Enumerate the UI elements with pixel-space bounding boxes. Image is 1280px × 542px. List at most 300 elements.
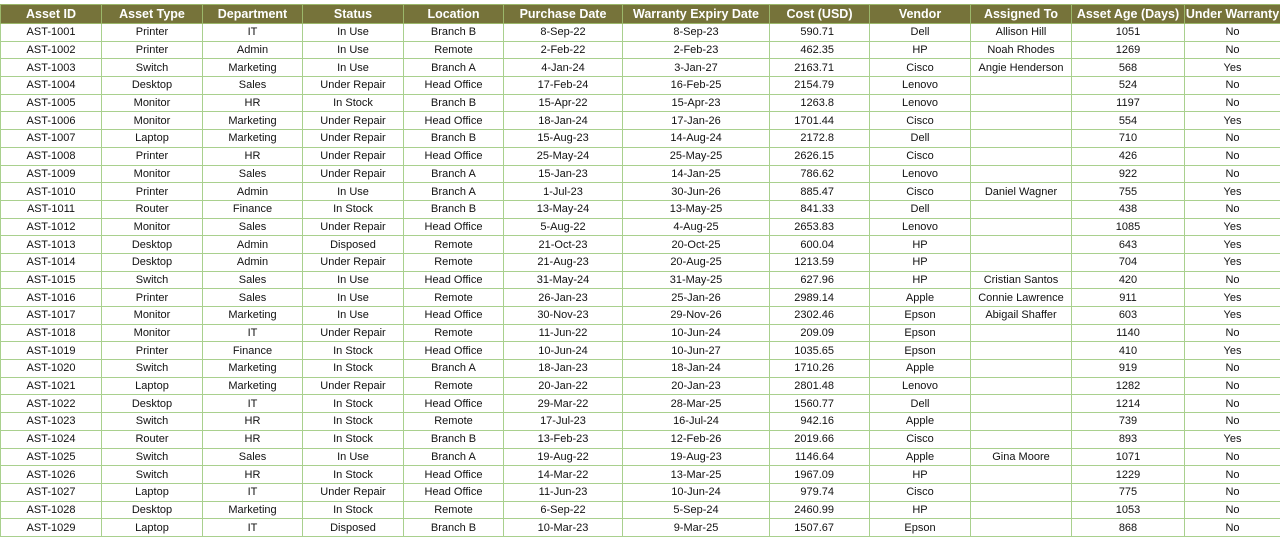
table-cell[interactable]: Branch B xyxy=(404,130,504,148)
table-cell[interactable]: No xyxy=(1185,395,1280,413)
column-header[interactable]: Vendor xyxy=(870,5,971,24)
table-cell[interactable]: No xyxy=(1185,501,1280,519)
table-cell[interactable]: Yes xyxy=(1185,218,1280,236)
table-cell[interactable]: Desktop xyxy=(102,395,203,413)
table-cell[interactable]: 1051 xyxy=(1072,24,1185,42)
table-cell[interactable]: Desktop xyxy=(102,236,203,254)
table-cell[interactable]: 600.04 xyxy=(770,236,870,254)
table-cell[interactable]: 16-Feb-25 xyxy=(623,77,770,95)
table-cell[interactable] xyxy=(971,377,1072,395)
table-cell[interactable]: AST-1008 xyxy=(1,147,102,165)
table-cell[interactable]: 3-Jan-27 xyxy=(623,59,770,77)
table-cell[interactable]: Under Repair xyxy=(303,165,404,183)
table-cell[interactable]: 1035.65 xyxy=(770,342,870,360)
table-cell[interactable]: HP xyxy=(870,271,971,289)
table-cell[interactable]: In Stock xyxy=(303,342,404,360)
table-cell[interactable]: In Use xyxy=(303,59,404,77)
table-cell[interactable]: Finance xyxy=(203,200,303,218)
table-cell[interactable]: AST-1015 xyxy=(1,271,102,289)
table-cell[interactable]: 775 xyxy=(1072,483,1185,501)
table-cell[interactable]: 25-May-24 xyxy=(504,147,623,165)
table-cell[interactable]: AST-1027 xyxy=(1,483,102,501)
table-cell[interactable]: 885.47 xyxy=(770,183,870,201)
table-cell[interactable]: No xyxy=(1185,94,1280,112)
table-cell[interactable]: Router xyxy=(102,430,203,448)
table-cell[interactable]: 10-Mar-23 xyxy=(504,519,623,537)
table-cell[interactable]: 13-May-24 xyxy=(504,200,623,218)
table-cell[interactable]: Under Repair xyxy=(303,377,404,395)
table-cell[interactable]: 4-Jan-24 xyxy=(504,59,623,77)
table-cell[interactable]: 31-May-25 xyxy=(623,271,770,289)
table-cell[interactable]: Finance xyxy=(203,342,303,360)
table-cell[interactable]: Branch B xyxy=(404,94,504,112)
table-cell[interactable]: 18-Jan-24 xyxy=(504,112,623,130)
table-cell[interactable]: Lenovo xyxy=(870,94,971,112)
table-cell[interactable]: Head Office xyxy=(404,395,504,413)
table-cell[interactable]: Laptop xyxy=(102,377,203,395)
table-cell[interactable]: 5-Sep-24 xyxy=(623,501,770,519)
table-cell[interactable]: Under Repair xyxy=(303,253,404,271)
table-cell[interactable]: Head Office xyxy=(404,271,504,289)
table-cell[interactable]: No xyxy=(1185,77,1280,95)
table-cell[interactable]: 2163.71 xyxy=(770,59,870,77)
table-cell[interactable]: Allison Hill xyxy=(971,24,1072,42)
table-cell[interactable]: 19-Aug-23 xyxy=(623,448,770,466)
table-cell[interactable]: 13-Mar-25 xyxy=(623,466,770,484)
table-cell[interactable]: 31-May-24 xyxy=(504,271,623,289)
table-cell[interactable]: IT xyxy=(203,483,303,501)
table-cell[interactable]: 1560.77 xyxy=(770,395,870,413)
table-cell[interactable]: AST-1014 xyxy=(1,253,102,271)
table-cell[interactable]: HR xyxy=(203,147,303,165)
table-cell[interactable]: 911 xyxy=(1072,289,1185,307)
table-cell[interactable]: 20-Jan-23 xyxy=(623,377,770,395)
column-header[interactable]: Status xyxy=(303,5,404,24)
table-cell[interactable]: HP xyxy=(870,41,971,59)
table-cell[interactable]: 1282 xyxy=(1072,377,1185,395)
table-cell[interactable]: No xyxy=(1185,147,1280,165)
table-cell[interactable]: In Stock xyxy=(303,200,404,218)
table-cell[interactable]: 2989.14 xyxy=(770,289,870,307)
table-cell[interactable]: 10-Jun-24 xyxy=(623,324,770,342)
table-cell[interactable]: 603 xyxy=(1072,307,1185,325)
table-cell[interactable]: Cisco xyxy=(870,112,971,130)
table-cell[interactable]: Monitor xyxy=(102,324,203,342)
table-cell[interactable]: Epson xyxy=(870,307,971,325)
table-cell[interactable]: Switch xyxy=(102,413,203,431)
table-cell[interactable]: No xyxy=(1185,271,1280,289)
table-cell[interactable]: In Stock xyxy=(303,466,404,484)
table-cell[interactable]: Daniel Wagner xyxy=(971,183,1072,201)
table-cell[interactable]: Admin xyxy=(203,41,303,59)
table-cell[interactable] xyxy=(971,466,1072,484)
table-cell[interactable]: 17-Feb-24 xyxy=(504,77,623,95)
table-cell[interactable]: In Stock xyxy=(303,501,404,519)
table-cell[interactable]: 755 xyxy=(1072,183,1185,201)
table-cell[interactable]: No xyxy=(1185,377,1280,395)
table-cell[interactable]: Remote xyxy=(404,324,504,342)
table-cell[interactable]: Apple xyxy=(870,289,971,307)
table-cell[interactable] xyxy=(971,395,1072,413)
table-cell[interactable]: 420 xyxy=(1072,271,1185,289)
table-cell[interactable]: 25-Jan-26 xyxy=(623,289,770,307)
table-cell[interactable]: 438 xyxy=(1072,200,1185,218)
table-cell[interactable]: Under Repair xyxy=(303,130,404,148)
table-cell[interactable]: Head Office xyxy=(404,342,504,360)
table-cell[interactable]: In Use xyxy=(303,183,404,201)
table-cell[interactable]: AST-1019 xyxy=(1,342,102,360)
table-cell[interactable]: Desktop xyxy=(102,77,203,95)
table-cell[interactable]: Branch A xyxy=(404,448,504,466)
table-cell[interactable] xyxy=(971,130,1072,148)
table-cell[interactable]: In Stock xyxy=(303,413,404,431)
table-cell[interactable]: Laptop xyxy=(102,519,203,537)
table-cell[interactable]: In Use xyxy=(303,289,404,307)
table-cell[interactable]: Under Repair xyxy=(303,147,404,165)
table-cell[interactable]: Switch xyxy=(102,466,203,484)
table-cell[interactable]: AST-1012 xyxy=(1,218,102,236)
table-cell[interactable]: 8-Sep-23 xyxy=(623,24,770,42)
table-cell[interactable]: Branch B xyxy=(404,200,504,218)
table-cell[interactable]: Yes xyxy=(1185,289,1280,307)
column-header[interactable]: Purchase Date xyxy=(504,5,623,24)
table-cell[interactable]: 15-Aug-23 xyxy=(504,130,623,148)
table-cell[interactable]: Switch xyxy=(102,360,203,378)
table-cell[interactable]: Under Repair xyxy=(303,112,404,130)
column-header[interactable]: Warranty Expiry Date xyxy=(623,5,770,24)
table-cell[interactable]: 17-Jan-26 xyxy=(623,112,770,130)
table-cell[interactable]: Under Repair xyxy=(303,324,404,342)
table-cell[interactable]: 1701.44 xyxy=(770,112,870,130)
table-cell[interactable]: Laptop xyxy=(102,130,203,148)
table-cell[interactable]: Head Office xyxy=(404,147,504,165)
table-cell[interactable]: Branch B xyxy=(404,519,504,537)
table-cell[interactable]: In Use xyxy=(303,448,404,466)
table-cell[interactable]: 29-Mar-22 xyxy=(504,395,623,413)
table-cell[interactable]: 14-Aug-24 xyxy=(623,130,770,148)
table-cell[interactable]: 1710.26 xyxy=(770,360,870,378)
table-cell[interactable]: Remote xyxy=(404,501,504,519)
table-cell[interactable]: 20-Jan-22 xyxy=(504,377,623,395)
table-cell[interactable]: Cisco xyxy=(870,483,971,501)
table-cell[interactable] xyxy=(971,413,1072,431)
table-cell[interactable]: Under Repair xyxy=(303,77,404,95)
table-cell[interactable]: 26-Jan-23 xyxy=(504,289,623,307)
table-cell[interactable] xyxy=(971,324,1072,342)
table-cell[interactable]: 1071 xyxy=(1072,448,1185,466)
table-cell[interactable]: 2-Feb-23 xyxy=(623,41,770,59)
table-cell[interactable]: 2626.15 xyxy=(770,147,870,165)
table-cell[interactable]: 704 xyxy=(1072,253,1185,271)
table-cell[interactable]: Marketing xyxy=(203,112,303,130)
table-cell[interactable]: Cisco xyxy=(870,183,971,201)
table-cell[interactable] xyxy=(971,519,1072,537)
table-cell[interactable] xyxy=(971,501,1072,519)
table-cell[interactable]: Printer xyxy=(102,183,203,201)
table-cell[interactable] xyxy=(971,94,1072,112)
table-cell[interactable]: Connie Lawrence xyxy=(971,289,1072,307)
table-cell[interactable]: Marketing xyxy=(203,501,303,519)
table-cell[interactable]: No xyxy=(1185,413,1280,431)
table-cell[interactable]: Admin xyxy=(203,253,303,271)
table-cell[interactable]: IT xyxy=(203,519,303,537)
table-cell[interactable]: Remote xyxy=(404,41,504,59)
table-cell[interactable]: 868 xyxy=(1072,519,1185,537)
table-cell[interactable]: 4-Aug-25 xyxy=(623,218,770,236)
table-cell[interactable]: 1146.64 xyxy=(770,448,870,466)
table-cell[interactable]: 627.96 xyxy=(770,271,870,289)
table-cell[interactable]: Apple xyxy=(870,360,971,378)
table-cell[interactable]: Noah Rhodes xyxy=(971,41,1072,59)
table-cell[interactable]: Switch xyxy=(102,448,203,466)
table-cell[interactable]: Yes xyxy=(1185,236,1280,254)
table-cell[interactable] xyxy=(971,342,1072,360)
table-cell[interactable]: 15-Apr-22 xyxy=(504,94,623,112)
table-cell[interactable] xyxy=(971,430,1072,448)
table-cell[interactable] xyxy=(971,236,1072,254)
table-cell[interactable]: 1140 xyxy=(1072,324,1185,342)
table-cell[interactable]: 8-Sep-22 xyxy=(504,24,623,42)
table-cell[interactable]: Cisco xyxy=(870,430,971,448)
table-cell[interactable]: 30-Nov-23 xyxy=(504,307,623,325)
table-cell[interactable]: Head Office xyxy=(404,112,504,130)
table-cell[interactable]: In Stock xyxy=(303,360,404,378)
table-cell[interactable]: 16-Jul-24 xyxy=(623,413,770,431)
table-cell[interactable]: AST-1006 xyxy=(1,112,102,130)
table-cell[interactable]: Marketing xyxy=(203,377,303,395)
table-cell[interactable]: 21-Aug-23 xyxy=(504,253,623,271)
table-cell[interactable]: Router xyxy=(102,200,203,218)
table-cell[interactable]: Cisco xyxy=(870,59,971,77)
table-cell[interactable]: AST-1017 xyxy=(1,307,102,325)
table-cell[interactable]: Lenovo xyxy=(870,377,971,395)
table-cell[interactable]: Yes xyxy=(1185,307,1280,325)
table-cell[interactable]: No xyxy=(1185,165,1280,183)
table-cell[interactable]: 17-Jul-23 xyxy=(504,413,623,431)
table-cell[interactable]: Printer xyxy=(102,342,203,360)
table-cell[interactable]: AST-1007 xyxy=(1,130,102,148)
table-cell[interactable]: 590.71 xyxy=(770,24,870,42)
table-cell[interactable]: Yes xyxy=(1185,430,1280,448)
table-cell[interactable]: AST-1011 xyxy=(1,200,102,218)
table-cell[interactable]: IT xyxy=(203,24,303,42)
table-cell[interactable]: Marketing xyxy=(203,360,303,378)
table-cell[interactable]: AST-1024 xyxy=(1,430,102,448)
table-cell[interactable]: AST-1028 xyxy=(1,501,102,519)
table-cell[interactable]: Branch A xyxy=(404,183,504,201)
table-cell[interactable]: Remote xyxy=(404,289,504,307)
table-cell[interactable]: No xyxy=(1185,130,1280,148)
table-cell[interactable]: In Use xyxy=(303,41,404,59)
table-cell[interactable]: AST-1025 xyxy=(1,448,102,466)
table-cell[interactable]: Desktop xyxy=(102,253,203,271)
table-cell[interactable]: Head Office xyxy=(404,218,504,236)
table-cell[interactable]: 209.09 xyxy=(770,324,870,342)
table-cell[interactable]: 20-Aug-25 xyxy=(623,253,770,271)
table-cell[interactable]: AST-1003 xyxy=(1,59,102,77)
table-cell[interactable]: 10-Jun-27 xyxy=(623,342,770,360)
table-cell[interactable] xyxy=(971,165,1072,183)
table-cell[interactable]: In Use xyxy=(303,271,404,289)
table-cell[interactable]: 1053 xyxy=(1072,501,1185,519)
table-cell[interactable]: Lenovo xyxy=(870,218,971,236)
table-cell[interactable]: Remote xyxy=(404,377,504,395)
table-cell[interactable]: Lenovo xyxy=(870,165,971,183)
table-cell[interactable]: 1213.59 xyxy=(770,253,870,271)
table-cell[interactable]: 922 xyxy=(1072,165,1185,183)
table-cell[interactable]: AST-1026 xyxy=(1,466,102,484)
table-cell[interactable]: Printer xyxy=(102,147,203,165)
table-cell[interactable]: AST-1013 xyxy=(1,236,102,254)
column-header[interactable]: Asset ID xyxy=(1,5,102,24)
column-header[interactable]: Department xyxy=(203,5,303,24)
table-cell[interactable]: Dell xyxy=(870,24,971,42)
table-cell[interactable]: Gina Moore xyxy=(971,448,1072,466)
table-cell[interactable]: HP xyxy=(870,253,971,271)
table-cell[interactable]: 14-Mar-22 xyxy=(504,466,623,484)
table-cell[interactable]: Sales xyxy=(203,165,303,183)
table-cell[interactable]: Printer xyxy=(102,289,203,307)
table-cell[interactable]: Sales xyxy=(203,77,303,95)
table-cell[interactable]: Head Office xyxy=(404,466,504,484)
table-cell[interactable]: 1269 xyxy=(1072,41,1185,59)
table-cell[interactable]: Epson xyxy=(870,324,971,342)
table-cell[interactable] xyxy=(971,218,1072,236)
table-cell[interactable]: 410 xyxy=(1072,342,1185,360)
table-cell[interactable]: 462.35 xyxy=(770,41,870,59)
table-cell[interactable]: HR xyxy=(203,94,303,112)
table-cell[interactable]: 643 xyxy=(1072,236,1185,254)
table-cell[interactable]: IT xyxy=(203,395,303,413)
table-cell[interactable]: HR xyxy=(203,430,303,448)
table-cell[interactable]: Switch xyxy=(102,271,203,289)
table-cell[interactable]: Sales xyxy=(203,271,303,289)
table-cell[interactable]: Angie Henderson xyxy=(971,59,1072,77)
table-cell[interactable]: 568 xyxy=(1072,59,1185,77)
table-cell[interactable]: Lenovo xyxy=(870,77,971,95)
table-cell[interactable]: 2154.79 xyxy=(770,77,870,95)
table-cell[interactable] xyxy=(971,253,1072,271)
table-cell[interactable]: No xyxy=(1185,448,1280,466)
table-cell[interactable]: No xyxy=(1185,200,1280,218)
table-cell[interactable]: Sales xyxy=(203,448,303,466)
table-cell[interactable]: Remote xyxy=(404,413,504,431)
table-cell[interactable]: Cristian Santos xyxy=(971,271,1072,289)
table-cell[interactable]: 20-Oct-25 xyxy=(623,236,770,254)
table-cell[interactable] xyxy=(971,360,1072,378)
table-cell[interactable]: 11-Jun-23 xyxy=(504,483,623,501)
table-cell[interactable]: Monitor xyxy=(102,94,203,112)
table-cell[interactable]: 2460.99 xyxy=(770,501,870,519)
table-cell[interactable]: Admin xyxy=(203,183,303,201)
table-cell[interactable]: AST-1009 xyxy=(1,165,102,183)
table-cell[interactable]: AST-1018 xyxy=(1,324,102,342)
table-cell[interactable]: Cisco xyxy=(870,147,971,165)
table-cell[interactable]: 1085 xyxy=(1072,218,1185,236)
table-cell[interactable]: 1263.8 xyxy=(770,94,870,112)
table-cell[interactable]: Yes xyxy=(1185,112,1280,130)
table-cell[interactable]: Remote xyxy=(404,236,504,254)
table-cell[interactable]: Dell xyxy=(870,130,971,148)
table-cell[interactable]: 919 xyxy=(1072,360,1185,378)
table-cell[interactable]: 13-Feb-23 xyxy=(504,430,623,448)
table-cell[interactable]: AST-1023 xyxy=(1,413,102,431)
table-cell[interactable]: In Stock xyxy=(303,94,404,112)
table-cell[interactable]: In Stock xyxy=(303,430,404,448)
table-cell[interactable]: Branch B xyxy=(404,24,504,42)
table-cell[interactable]: 2801.48 xyxy=(770,377,870,395)
table-cell[interactable]: No xyxy=(1185,466,1280,484)
table-cell[interactable]: Marketing xyxy=(203,59,303,77)
table-cell[interactable]: 2-Feb-22 xyxy=(504,41,623,59)
table-cell[interactable]: 1197 xyxy=(1072,94,1185,112)
table-cell[interactable]: 6-Sep-22 xyxy=(504,501,623,519)
table-cell[interactable]: Under Repair xyxy=(303,483,404,501)
table-cell[interactable]: 5-Aug-22 xyxy=(504,218,623,236)
table-cell[interactable]: Head Office xyxy=(404,77,504,95)
table-cell[interactable]: 2302.46 xyxy=(770,307,870,325)
table-cell[interactable]: HP xyxy=(870,466,971,484)
table-cell[interactable]: Monitor xyxy=(102,165,203,183)
table-cell[interactable]: Branch A xyxy=(404,165,504,183)
table-cell[interactable]: Admin xyxy=(203,236,303,254)
table-cell[interactable]: Apple xyxy=(870,413,971,431)
table-cell[interactable]: Head Office xyxy=(404,483,504,501)
table-cell[interactable]: Marketing xyxy=(203,130,303,148)
table-cell[interactable]: 14-Jan-25 xyxy=(623,165,770,183)
table-cell[interactable]: 739 xyxy=(1072,413,1185,431)
table-cell[interactable]: AST-1029 xyxy=(1,519,102,537)
table-cell[interactable]: Yes xyxy=(1185,253,1280,271)
table-cell[interactable]: 18-Jan-23 xyxy=(504,360,623,378)
table-cell[interactable]: 28-Mar-25 xyxy=(623,395,770,413)
table-cell[interactable]: HP xyxy=(870,236,971,254)
table-cell[interactable]: Monitor xyxy=(102,218,203,236)
table-cell[interactable]: 786.62 xyxy=(770,165,870,183)
table-cell[interactable]: Printer xyxy=(102,24,203,42)
table-cell[interactable]: AST-1022 xyxy=(1,395,102,413)
table-cell[interactable]: Epson xyxy=(870,342,971,360)
table-cell[interactable]: 30-Jun-26 xyxy=(623,183,770,201)
table-cell[interactable]: Marketing xyxy=(203,307,303,325)
column-header[interactable]: Location xyxy=(404,5,504,24)
table-cell[interactable]: 2653.83 xyxy=(770,218,870,236)
table-cell[interactable]: 1967.09 xyxy=(770,466,870,484)
table-cell[interactable]: AST-1010 xyxy=(1,183,102,201)
table-cell[interactable]: 13-May-25 xyxy=(623,200,770,218)
table-cell[interactable]: No xyxy=(1185,24,1280,42)
table-cell[interactable]: AST-1021 xyxy=(1,377,102,395)
table-cell[interactable]: 18-Jan-24 xyxy=(623,360,770,378)
table-cell[interactable]: Sales xyxy=(203,218,303,236)
table-cell[interactable]: 893 xyxy=(1072,430,1185,448)
table-cell[interactable]: No xyxy=(1185,324,1280,342)
table-cell[interactable]: Monitor xyxy=(102,307,203,325)
table-cell[interactable] xyxy=(971,483,1072,501)
table-cell[interactable]: 426 xyxy=(1072,147,1185,165)
table-cell[interactable]: 554 xyxy=(1072,112,1185,130)
table-cell[interactable]: No xyxy=(1185,360,1280,378)
table-cell[interactable]: Remote xyxy=(404,253,504,271)
table-cell[interactable]: Dell xyxy=(870,395,971,413)
table-cell[interactable]: 9-Mar-25 xyxy=(623,519,770,537)
table-cell[interactable]: Under Repair xyxy=(303,218,404,236)
table-cell[interactable]: No xyxy=(1185,41,1280,59)
table-cell[interactable]: 979.74 xyxy=(770,483,870,501)
table-cell[interactable]: 11-Jun-22 xyxy=(504,324,623,342)
table-cell[interactable]: Branch A xyxy=(404,360,504,378)
table-cell[interactable] xyxy=(971,200,1072,218)
